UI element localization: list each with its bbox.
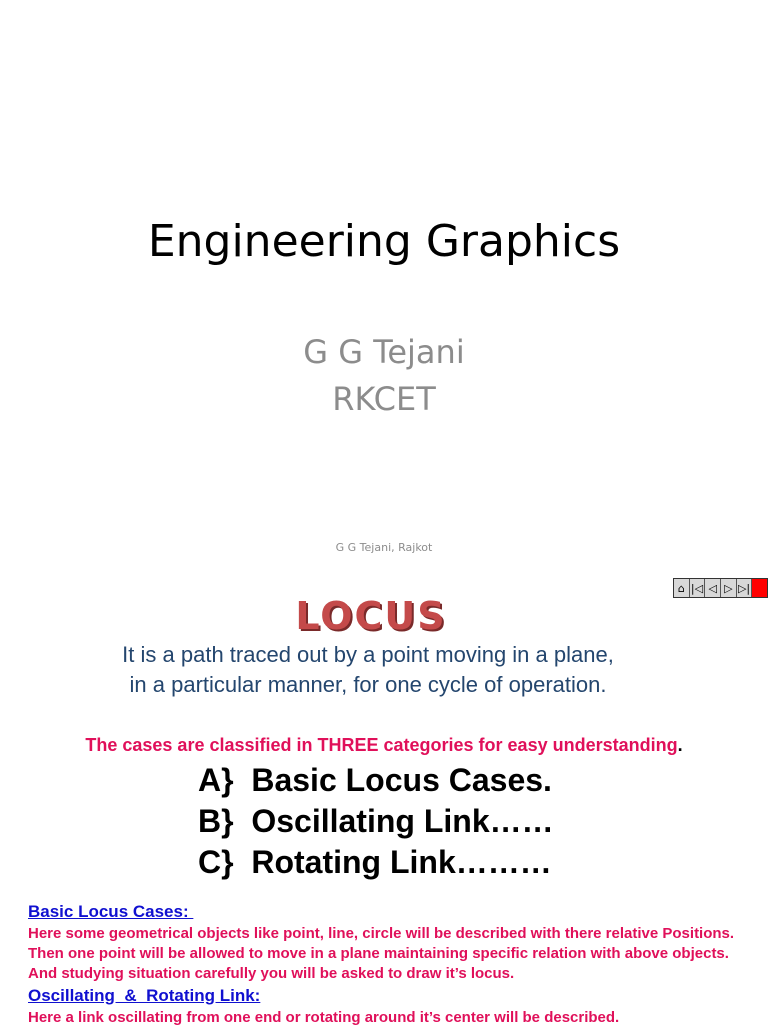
- home-icon[interactable]: ⌂: [674, 579, 690, 597]
- first-slide-icon[interactable]: |◁: [690, 579, 706, 597]
- locus-heading: LOCUS: [295, 594, 447, 638]
- author-name: G G Tejani: [303, 333, 465, 371]
- definition-line-2: in a particular manner, for one cycle of operation.: [129, 672, 607, 697]
- category-c[interactable]: C} Rotating Link………: [198, 844, 552, 880]
- basic-locus-cases-link[interactable]: Basic Locus Cases:: [28, 902, 194, 921]
- last-slide-icon[interactable]: ▷|: [737, 579, 753, 597]
- previous-slide-icon[interactable]: ◁: [705, 579, 721, 597]
- institute-name: RKCET: [332, 380, 436, 418]
- oscillating-rotating-link[interactable]: Oscillating & Rotating Link:: [28, 986, 261, 1005]
- cases-intro: [0, 735, 768, 756]
- cases-intro-period: .: [677, 735, 683, 755]
- next-slide-icon[interactable]: ▷: [721, 579, 737, 597]
- cases-intro-text: The cases are classified in THREE categories for easy understanding: [85, 735, 678, 755]
- definition-line-1: It is a path traced out by a point moving in a plane,: [122, 642, 614, 667]
- locus-slide: [0, 576, 768, 1024]
- category-a[interactable]: A} Basic Locus Cases.: [198, 762, 552, 798]
- basic-locus-description: Here some geometrical objects like point, line, circle will be described with there relative Positions. Then one point will be allowed to move in a plane maintaining specific relation with above objects. And studying situation carefully you will be asked to draw it’s locus.: [28, 925, 735, 982]
- slide-footer: G G Tejani, Rajkot: [335, 541, 433, 554]
- category-b[interactable]: B} Oscillating Link……: [198, 803, 554, 839]
- slide-title: Engineering Graphics: [147, 216, 621, 267]
- oscillating-description: Here a link oscillating from one end or rotating around it’s center will be described.: [28, 1009, 620, 1026]
- stop-icon[interactable]: [752, 579, 767, 597]
